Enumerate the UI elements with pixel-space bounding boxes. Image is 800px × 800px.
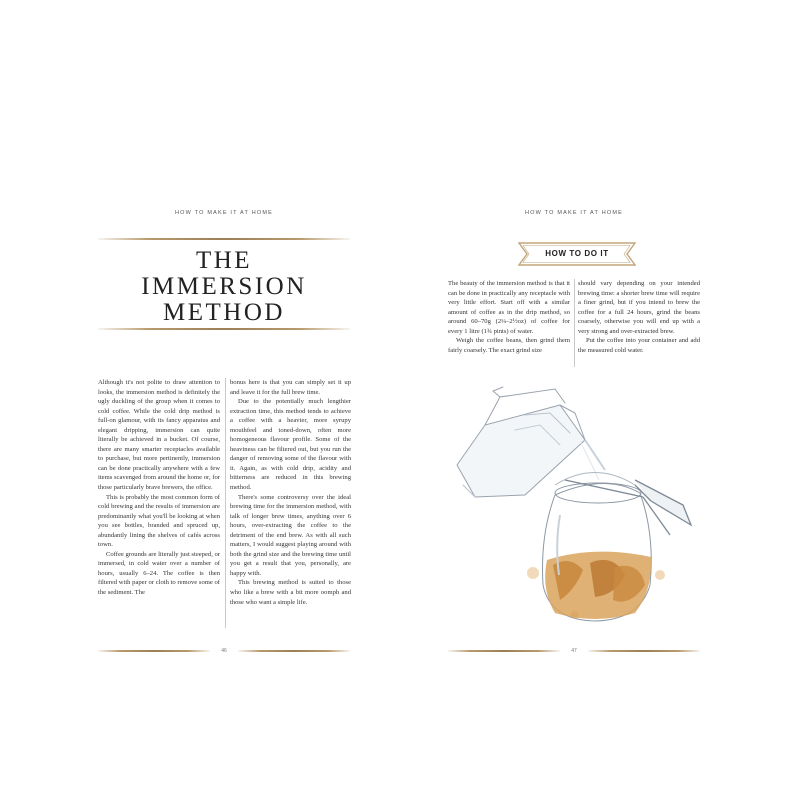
paragraph: Put the coffee into your container and add the measured cold water. — [578, 337, 700, 354]
title-line-2: IMMERSION — [141, 273, 307, 300]
title-rule-bottom — [98, 328, 350, 330]
paragraph: Although it's not polite to draw attention to looks, the immersion method is definitely the ugly duckling of the group when it comes to cold coffee. While the cold drip method is full-on glamour, with its fancy apparatus and elegant dripping, immersion can quite literally be achieved in a bucket. Of course, there are many smarter receptacles available to purchase, but more pertinently, immersion can be done practically anywhere with a few items scavenged from around the home or, for those particularly brave brewers, the office. — [98, 379, 220, 492]
paragraph: This brewing method is suited to those who like a brew with a bit more oomph and those who want a simple life. — [230, 579, 351, 606]
body-column-2 — [578, 279, 700, 355]
running-head: HOW TO MAKE IT AT HOME — [174, 210, 273, 216]
paragraph: bonus here is that you can simply set it up and leave it for the full brew time. — [230, 379, 351, 396]
body-column-1 — [448, 279, 570, 355]
banner-label: HOW TO DO IT — [545, 249, 609, 258]
footer-rule-left — [448, 650, 560, 652]
column-divider — [225, 378, 226, 628]
title-line-3: METHOD — [163, 299, 285, 326]
jug-pouring-water-into-jar-icon — [455, 385, 700, 625]
paragraph: There's some controversy over the ideal brewing time for the immersion method, with talk of longer brew times, anything over 6 hours, over-extracting the coffee to the detriment of the end brew. As with all such matters, I would suggest playing around with both the grind size and the brewing time until you get a result that you, personally, are happy with. — [230, 493, 351, 577]
footer — [448, 646, 700, 656]
body-column-1 — [98, 378, 220, 598]
right-page — [400, 0, 800, 800]
page-title — [98, 248, 350, 326]
page-number: 46 — [221, 648, 227, 654]
footer — [98, 646, 350, 656]
paragraph: The beauty of the immersion method is that it can be done in practically any receptacle with very little effort. Start off with a similar amount of coffee as in the drip method, so around 60–70g (2¼–2½oz) of coffee for every 1 litre (1¾ pints) of water. — [448, 280, 570, 335]
paragraph: should vary depending on your intended brewing time: a shorter brew time will require a finer grind, but if you intend to brew the coffee for a full 24 hours, grind the beans coarsely, otherwise you will end up with a very strong and over-extracted brew. — [578, 280, 700, 335]
title-rule-top — [98, 238, 350, 240]
paragraph: Coffee grounds are literally just steeped, or immersed, in cold water over a number of hours, usually 6–24. The coffee is then filtered with paper or cloth to remove some of the sediment. The — [98, 550, 220, 597]
running-head: HOW TO MAKE IT AT HOME — [524, 210, 623, 216]
body-column-2 — [230, 378, 351, 607]
footer-rule-left — [98, 650, 210, 652]
page-number: 47 — [571, 648, 577, 654]
footer-rule-right — [588, 650, 700, 652]
section-banner — [518, 242, 636, 266]
column-divider — [574, 279, 575, 367]
footer-rule-right — [238, 650, 350, 652]
paragraph: Weigh the coffee beans, then grind them fairly coarsely. The exact grind size — [448, 337, 570, 354]
title-line-1: THE — [195, 247, 253, 274]
paragraph: This is probably the most common form of cold brewing and the results of immersion are predominantly what you'll be looking at when you see bottles, branded and spruced up, abundantly lining the shelves of cafés across town. — [98, 493, 220, 549]
paragraph: Due to the potentially much lengthier extraction time, this method tends to achieve a coffee with a heavier, more syrupy mouthfeel and toned-down, often more homogeneous flavour profile. Some of the heaviness can be filtered out, but you run the danger of removing some of the flavour with it. Again, as with cold drip, acidity and bitterness are reduced in this brewing method. — [230, 398, 351, 492]
